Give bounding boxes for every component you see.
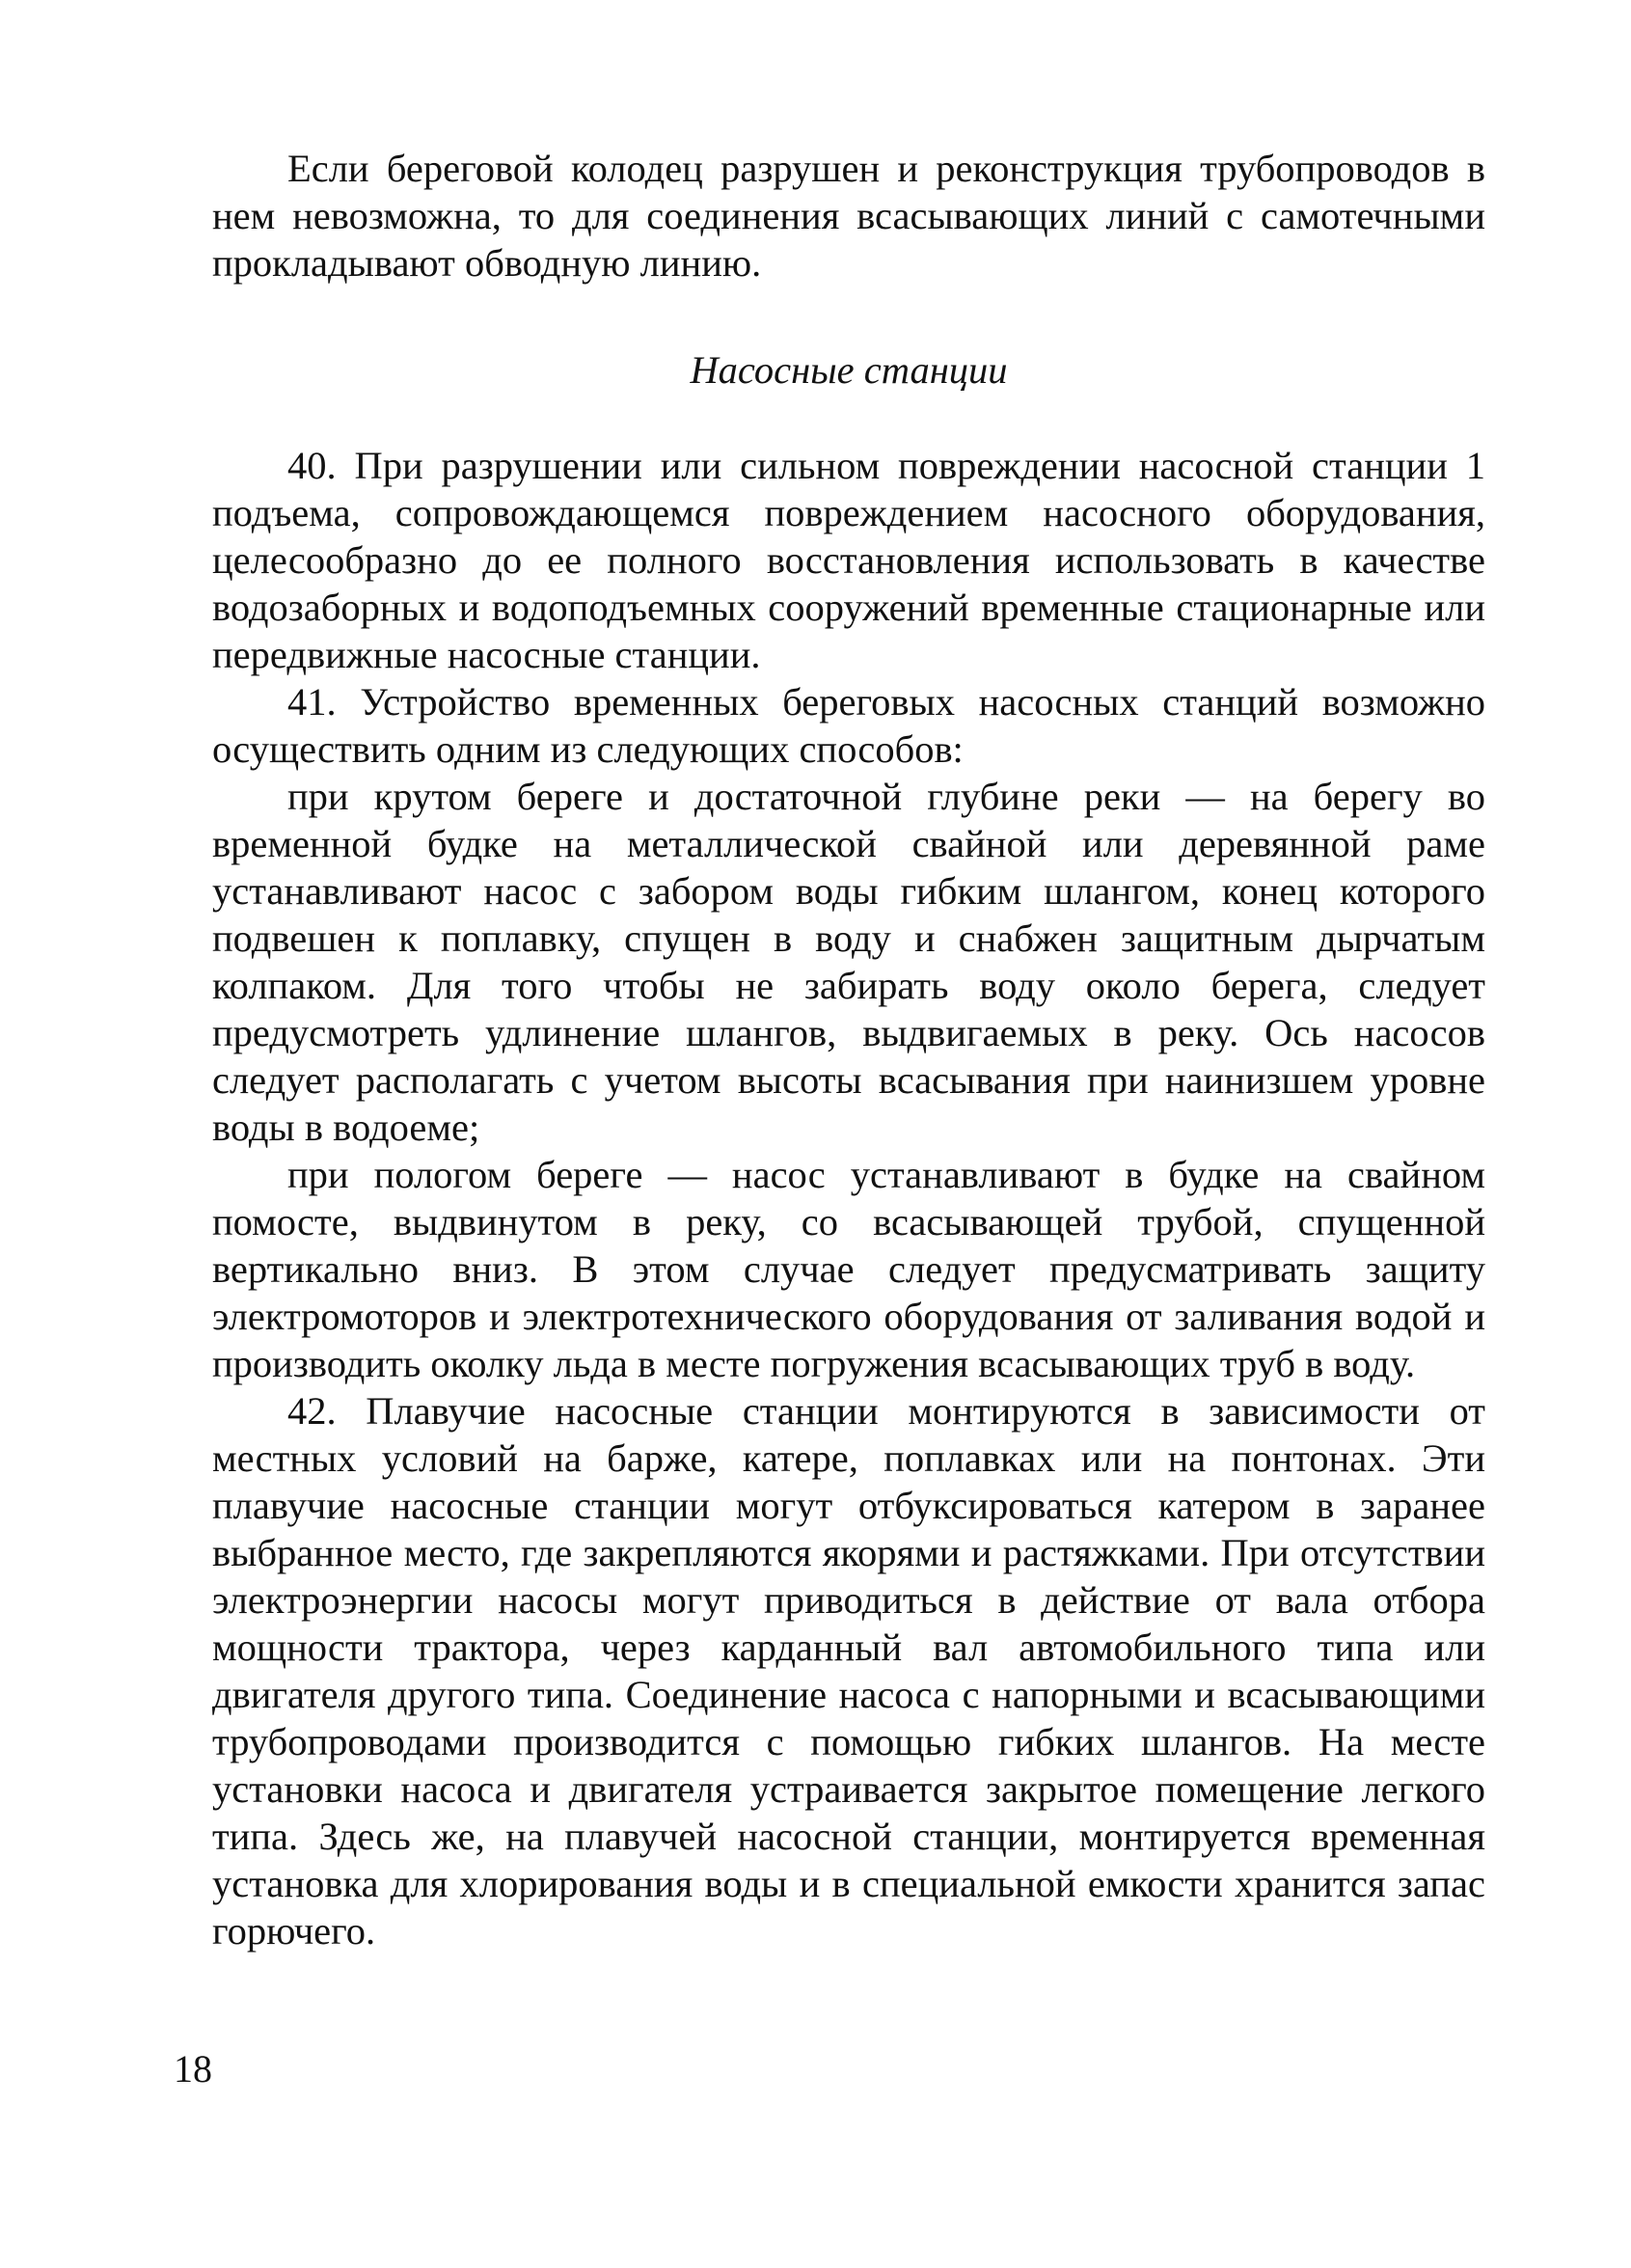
paragraph-gentle-bank: при пологом береге — насос устанавливают в будке на свайном помосте, выдвинутом в реку, со всасывающей трубой, спущенной вертикально вниз. В этом случае следует предусматривать защиту электромоторов и электротехнического оборудования от заливания водой и производить околку льда в месте погружения всасывающих труб в воду. bbox=[212, 1153, 1485, 1385]
page-number: 18 bbox=[174, 2047, 212, 2090]
paragraph-40: 40. При разрушении или сильном повреждении насосной станции 1 подъема, сопровождающемся повреждением насосного оборудования, целесообразно до ее полного восстановления использовать в качестве водозаборных и водоподъемных сооружений временные стационарные или передвижные насосные станции. bbox=[212, 444, 1485, 676]
paragraph-steep-bank: при крутом береге и достаточной глубине реки — на берегу во временной будке на металлической свайной или деревянной раме устанавливают насос с забором воды гибким шлангом, конец которого подвешен к поплавку, спущен в воду и снабжен защитным дырчатым колпаком. Для того чтобы не забирать воду около берега, следует предусмотреть удлинение шлангов, выдвигаемых в реку. Ось насосов следует располагать с учетом высоты всасывания при наинизшем уровне воды в водоеме; bbox=[212, 775, 1485, 1149]
paragraph-41: 41. Устройство временных береговых насосных станций возможно осуществить одним из следующих способов: bbox=[212, 680, 1485, 771]
paragraph-intro: Если береговой колодец разрушен и реконструкция трубопроводов в нем невозможна, то для соединения всасывающих линий с самотечными прокладывают обводную линию. bbox=[212, 147, 1485, 285]
section-heading: Насосные станции bbox=[690, 348, 1008, 392]
paragraph-42: 42. Плавучие насосные станции монтируются в зависимости от местных условий на барже, катере, поплавках или на понтонах. Эти плавучие насосные станции могут отбуксироваться катером в заранее выбранное место, где закрепляются якорями и растяжками. При отсутствии электроэнергии насосы могут приводиться в действие от вала отбора мощности трактора, через карданный вал автомобильного типа или двигателя другого типа. Соединение насоса с напорными и всасывающими трубопроводами производится с помощью гибких шлангов. На месте установки насоса и двигателя устраивается закрытое помещение легкого типа. Здесь же, на плавучей насосной станции, монтируется временная установка для хлорирования воды и в специальной емкости хранится запас горючего. bbox=[212, 1389, 1485, 1953]
page-body bbox=[212, 145, 1485, 1954]
